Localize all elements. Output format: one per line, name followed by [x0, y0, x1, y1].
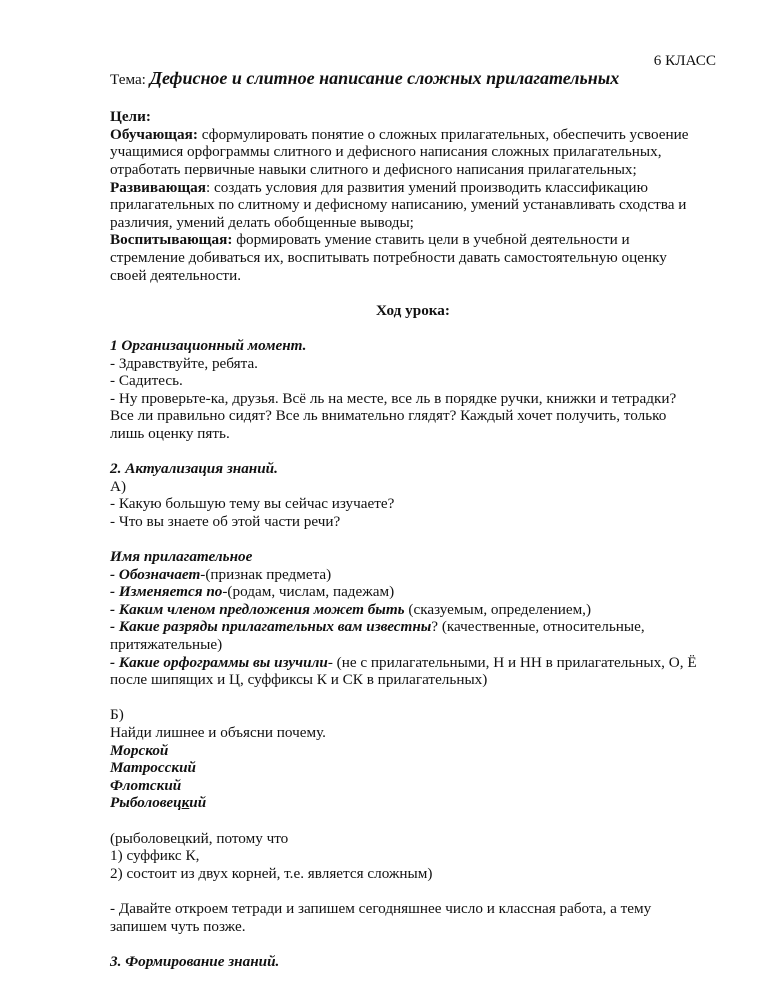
goal-developing-label: Развивающая — [110, 178, 206, 196]
word-part: ий — [189, 794, 207, 812]
grade-label: 6 КЛАСС — [653, 52, 716, 69]
answer-line: 2) состоит из двух корней, т.е. является сложным) — [110, 864, 433, 882]
greeting-line: - Садитесь. — [110, 372, 183, 390]
adjective-question: - Каким членом предложения может быть — [110, 600, 405, 618]
topic-line — [110, 67, 716, 89]
goal-educating-label: Воспитывающая: — [110, 231, 233, 249]
adjective-question: - Какие орфограммы вы изучили — [110, 653, 328, 671]
goal-educating-text: своей деятельности. — [110, 266, 241, 284]
adjective-answer: после шипящих и Ц, суффиксы К и СК в прилагательных) — [110, 671, 488, 689]
notebook-instruction — [110, 900, 716, 935]
task-line: Найди лишнее и объясни почему. — [110, 723, 326, 741]
goal-teaching-text: отработать первичные навыки слитного и дефисного написания прилагательных; — [110, 160, 637, 178]
goal-teaching-label: Обучающая: — [110, 125, 198, 143]
goal-teaching — [110, 126, 716, 179]
goal-educating-text: стремление добиваться их, воспитывать потребности давать самостоятельную оценку — [110, 248, 667, 266]
greeting-line: - Здравствуйте, ребята. — [110, 354, 258, 372]
goals-heading — [110, 108, 716, 126]
word-item: Матросский — [110, 759, 196, 777]
section-2-part-a — [110, 478, 716, 531]
greeting-line: лишь оценку пять. — [110, 424, 230, 442]
lesson-heading-text: Ход урока: — [376, 301, 450, 319]
adjective-answer: - (не с прилагательными, Н и НН в прилагательных, О, Ё — [327, 653, 697, 671]
part-b-label: Б) — [110, 706, 124, 724]
adjective-question: - Какие разряды прилагательных вам известны — [110, 618, 432, 636]
section-3-title: 3. Формирование знаний. — [110, 952, 280, 970]
lesson-heading — [110, 302, 716, 320]
word-item: Флотский — [110, 776, 182, 794]
topic-title: Дефисное и слитное написание сложных прилагательных — [149, 67, 620, 88]
document-page — [110, 52, 716, 970]
underlined-suffix: к — [181, 794, 190, 812]
instruction-line: - Давайте откроем тетради и запишем сегодняшнее число и классная работа, а тему — [110, 899, 652, 917]
goals-heading-text: Цели: — [110, 108, 151, 126]
goal-educating — [110, 231, 716, 284]
goal-teaching-text: сформулировать понятие о сложных прилагательных, обеспечить усвоение — [197, 125, 689, 143]
adjective-summary — [110, 548, 716, 689]
part-a-label: А) — [110, 477, 127, 495]
instruction-line: запишем чуть позже. — [110, 917, 246, 935]
adjective-answer: -(признак предмета) — [200, 565, 332, 583]
question-line: - Какую большую тему вы сейчас изучаете? — [110, 495, 395, 513]
goal-developing-text: прилагательных по слитному и дефисному написанию, умений устанавливать сходства и — [110, 196, 687, 214]
section-1-title: 1 Организационный момент. — [110, 336, 307, 354]
answer-line: 1) суффикс К, — [110, 847, 200, 865]
question-line: - Что вы знаете об этой части речи? — [110, 512, 341, 530]
adjective-item — [110, 618, 716, 636]
word-item-odd — [110, 794, 716, 812]
topic-label: Тема: — [110, 70, 150, 88]
adjective-item — [110, 654, 716, 672]
word-item: Морской — [110, 741, 169, 759]
adjective-title: Имя прилагательное — [110, 548, 253, 566]
word-part: Рыболовец — [110, 794, 182, 812]
goal-developing-text: : создать условия для развития умений производить классификацию — [205, 178, 648, 196]
goal-educating-text: формировать умение ставить цели в учебной деятельности и — [232, 231, 630, 249]
adjective-answer: притяжательные) — [110, 636, 223, 653]
goal-developing-text: различия, умений делать обобщенные выводы; — [110, 213, 414, 231]
answer-line: (рыболовецкий, потому что — [110, 829, 289, 847]
adjective-answer: -(родам, числам, падежам) — [222, 583, 395, 601]
section-2-title: 2. Актуализация знаний. — [110, 460, 278, 478]
adjective-item — [110, 601, 716, 619]
answer-block — [110, 830, 716, 883]
adjective-item — [110, 566, 716, 584]
adjective-item — [110, 583, 716, 601]
greeting-line: Все ли правильно сидят? Все ль внимательно глядят? Каждый хочет получить, только — [110, 407, 667, 425]
adjective-question: - Обозначает — [110, 565, 201, 583]
section-2-part-b — [110, 706, 716, 812]
adjective-answer: ? (качественные, относительные, — [431, 618, 645, 636]
goal-teaching-text: учащимися орфограммы слитного и дефисного написания сложных прилагательных, — [110, 143, 662, 161]
adjective-answer: (сказуемым, определением,) — [404, 600, 592, 618]
adjective-question: - Изменяется по — [110, 583, 223, 601]
goal-developing — [110, 179, 716, 232]
section-1-body — [110, 355, 716, 443]
greeting-line: - Ну проверьте-ка, друзья. Всё ль на месте, все ль в порядке ручки, книжки и тетрадки? — [110, 389, 677, 407]
